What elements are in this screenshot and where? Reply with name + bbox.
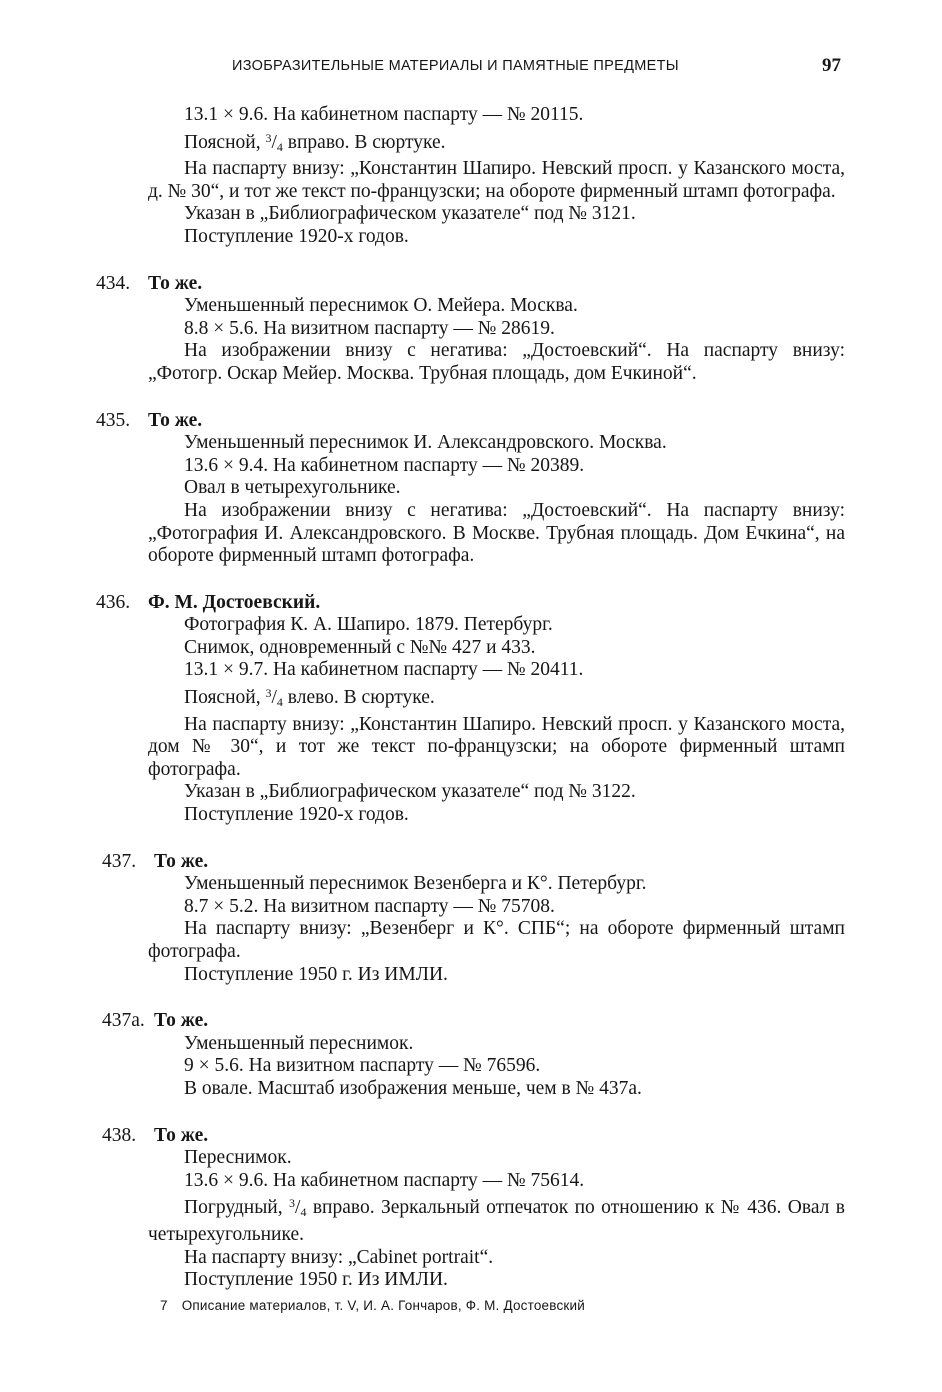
- entry-434: [96, 272, 845, 386]
- entry-number: 435.: [96, 409, 131, 431]
- description-line: Уменьшенный переснимок И. Александровского. Москва.: [184, 432, 667, 454]
- entry-heading: [96, 410, 845, 433]
- entry-433-continuation: [148, 104, 845, 249]
- dimensions-line: 13.1 × 9.6. На кабинетном паспарту — № 20115.: [184, 104, 584, 125]
- entry-heading: [102, 1010, 845, 1033]
- entry-title: То же.: [148, 409, 203, 431]
- inscription-paragraph: На паспарту внизу: „Везенберг и К°. СПБ“; на обороте фирменный штамп фотографа.: [148, 918, 845, 962]
- dimensions-line: 13.6 × 9.6. На кабинетном паспарту — № 75614.: [184, 1169, 585, 1191]
- bibliography-line: Указан в „Библиографическом указателе“ под № 3121.: [184, 203, 636, 225]
- description-line: Уменьшенный переснимок.: [184, 1032, 414, 1054]
- page-body: [96, 104, 845, 1292]
- entry-heading: [102, 851, 845, 874]
- entry-title: Ф. М. Достоевский.: [148, 591, 321, 613]
- footer-signature: [160, 1298, 585, 1313]
- dimensions-line: 8.8 × 5.6. На визитном паспарту — № 28619.: [184, 317, 555, 339]
- dimensions-line: 8.7 × 5.2. На визитном паспарту — № 75708.: [184, 895, 555, 917]
- description-line: Фотография К. А. Шапиро. 1879. Петербург.: [184, 614, 553, 636]
- entry-437: [102, 850, 845, 987]
- note-line: Снимок, одновременный с №№ 427 и 433.: [184, 636, 536, 658]
- entry-438: [102, 1124, 845, 1292]
- entry-heading: [96, 273, 845, 296]
- pose-line: Поясной, $^3$/4 вправо. В сюртуке.: [184, 130, 446, 154]
- format-line: В овале. Масштаб изображения меньше, чем в № 437а.: [184, 1077, 642, 1099]
- signature-number: 7: [160, 1298, 168, 1313]
- pose-paragraph: Погрудный, $^3$/4 вправо. Зеркальный отпечаток по отношению к № 436. Овал в четырехугольнике.: [148, 1196, 845, 1245]
- inscription-paragraph: На изображении внизу с негатива: „Достоевский“. На паспарту внизу: „Фотография И. Александровского. В Москве. Трубная площадь. Дом Ечкина“, на обороте фирменный штамп фотографа.: [148, 499, 845, 567]
- description-line: Уменьшенный переснимок Везенберга и К°. Петербург.: [184, 873, 647, 895]
- footer-text: Описание материалов, т. V, И. А. Гончаров, Ф. М. Достоевский: [181, 1298, 586, 1313]
- inscription-paragraph: На паспарту внизу: „Константин Шапиро. Невский просп. у Казанского моста, д. № 30“, и тот же текст по-французски; на обороте фирменный штамп фотографа.: [148, 158, 845, 202]
- format-line: Овал в четырехугольнике.: [184, 477, 401, 499]
- acquisition-line: Поступление 1920-х годов.: [184, 225, 409, 247]
- entry-title: То же.: [148, 272, 203, 294]
- entry-437a: [102, 1010, 845, 1100]
- running-head: ИЗОБРАЗИТЕЛЬНЫЕ МАТЕРИАЛЫ И ПАМЯТНЫЕ ПРЕДМЕТЫ: [232, 58, 679, 74]
- entry-435: [96, 409, 845, 568]
- entry-number: 434.: [96, 272, 131, 294]
- dimensions-line: 9 × 5.6. На визитном паспарту — № 76596.: [184, 1055, 541, 1077]
- bibliography-line: Указан в „Библиографическом указателе“ под № 3122.: [184, 781, 636, 803]
- dimensions-line: 13.1 × 9.7. На кабинетном паспарту — № 20411.: [184, 659, 584, 681]
- entry-number: 438.: [102, 1124, 137, 1146]
- entry-number: 436.: [96, 591, 131, 613]
- inscription-line: На паспарту внизу: „Cabinet portrait“.: [184, 1246, 494, 1268]
- entry-heading: [102, 1125, 845, 1148]
- description-line: Переснимок.: [184, 1147, 292, 1169]
- entry-436: [96, 591, 845, 827]
- acquisition-line: Поступление 1950 г. Из ИМЛИ.: [184, 963, 448, 985]
- inscription-paragraph: На паспарту внизу: „Константин Шапиро. Невский просп. у Казанского моста, дом № 30“, и тот же текст по-французски; на обороте фирменный штамп фотографа.: [148, 713, 845, 780]
- description-line: Уменьшенный переснимок О. Мейера. Москва.: [184, 295, 578, 317]
- entry-heading: [96, 592, 845, 615]
- dimensions-line: 13.6 × 9.4. На кабинетном паспарту — № 20389.: [184, 454, 585, 476]
- entry-title: То же.: [154, 1010, 209, 1032]
- entry-number: 437.: [102, 850, 137, 872]
- acquisition-line: Поступление 1950 г. Из ИМЛИ.: [184, 1269, 448, 1291]
- entry-title: То же.: [154, 1124, 209, 1146]
- acquisition-line: Поступление 1920-х годов.: [184, 804, 409, 826]
- entry-number: 437а.: [102, 1010, 145, 1032]
- inscription-paragraph: На изображении внизу с негатива: „Достоевский“. На паспарту внизу: „Фотогр. Оскар Мейер. Москва. Трубная площадь, дом Ечкиной“.: [148, 340, 845, 384]
- page-number: 97: [822, 55, 841, 76]
- entry-title: То же.: [154, 850, 209, 872]
- pose-line: Поясной, $^3$/4 влево. В сюртуке.: [184, 686, 435, 710]
